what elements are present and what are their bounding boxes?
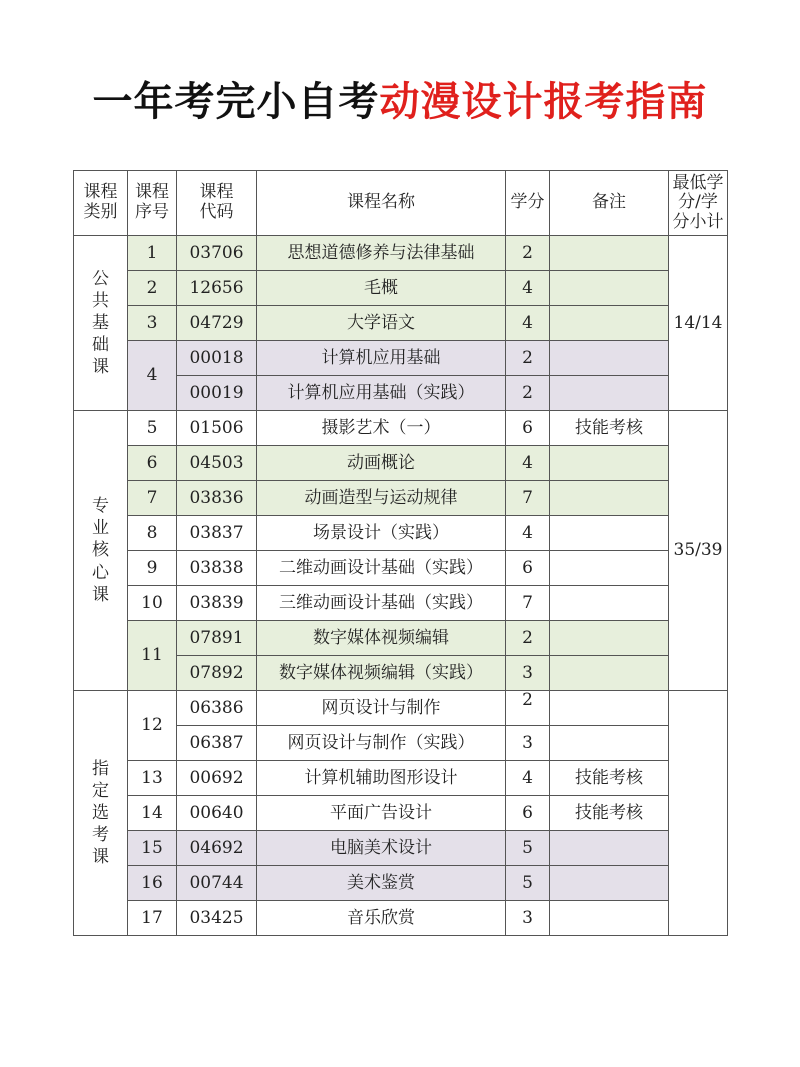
seq-cell: 17 — [128, 901, 177, 936]
seq-cell: 5 — [128, 411, 177, 446]
header-code: 课程 代码 — [177, 171, 257, 236]
code-cell: 06387 — [177, 726, 257, 761]
code-cell: 04729 — [177, 306, 257, 341]
code-cell: 07892 — [177, 656, 257, 691]
seq-cell: 13 — [128, 761, 177, 796]
seq-cell: 1 — [128, 236, 177, 271]
credit-cell: 4 — [506, 761, 550, 796]
name-cell: 数字媒体视频编辑 — [257, 621, 506, 656]
name-cell: 动画造型与运动规律 — [257, 481, 506, 516]
subtotal-core: 35/39 — [669, 411, 728, 691]
credit-cell: 7 — [506, 481, 550, 516]
credit-cell: 4 — [506, 306, 550, 341]
seq-cell: 11 — [128, 621, 177, 691]
note-cell — [550, 376, 669, 411]
seq-cell: 15 — [128, 831, 177, 866]
credit-cell: 3 — [506, 901, 550, 936]
table-row — [74, 341, 728, 376]
code-cell: 06386 — [177, 691, 257, 726]
code-cell: 12656 — [177, 271, 257, 306]
note-cell — [550, 831, 669, 866]
note-cell — [550, 901, 669, 936]
seq-cell: 8 — [128, 516, 177, 551]
credit-cell: 6 — [506, 411, 550, 446]
code-cell: 00692 — [177, 761, 257, 796]
credit-cell: 4 — [506, 271, 550, 306]
code-cell: 03837 — [177, 516, 257, 551]
seq-cell: 6 — [128, 446, 177, 481]
note-cell — [550, 691, 669, 726]
note-cell: 技能考核 — [550, 796, 669, 831]
code-cell: 04503 — [177, 446, 257, 481]
code-cell: 00640 — [177, 796, 257, 831]
code-cell: 03836 — [177, 481, 257, 516]
title-part1: 一年考完小自考 — [92, 79, 380, 125]
credit-cell: 5 — [506, 866, 550, 901]
name-cell: 计算机应用基础 — [257, 341, 506, 376]
table-row — [74, 271, 728, 306]
course-table — [73, 170, 728, 936]
credit-cell: 4 — [506, 516, 550, 551]
name-cell: 电脑美术设计 — [257, 831, 506, 866]
credit-cell: 3 — [506, 656, 550, 691]
header-credit: 学分 — [506, 171, 550, 236]
note-cell — [550, 481, 669, 516]
credit-cell: 2 — [506, 376, 550, 411]
table-row — [74, 446, 728, 481]
table-row — [74, 796, 728, 831]
note-cell — [550, 271, 669, 306]
table-row — [74, 236, 728, 271]
note-cell — [550, 446, 669, 481]
name-cell: 计算机应用基础（实践） — [257, 376, 506, 411]
table-row — [74, 831, 728, 866]
name-cell: 场景设计（实践） — [257, 516, 506, 551]
name-cell: 平面广告设计 — [257, 796, 506, 831]
name-cell: 数字媒体视频编辑（实践） — [257, 656, 506, 691]
table-row — [74, 621, 728, 656]
header-subtotal: 最低学 分/学 分小计 — [669, 171, 728, 236]
category-core: 专 业 核 心 课 — [74, 411, 128, 691]
subtotal-elective — [669, 691, 728, 936]
note-cell — [550, 236, 669, 271]
code-cell: 01506 — [177, 411, 257, 446]
note-cell — [550, 306, 669, 341]
note-cell: 技能考核 — [550, 761, 669, 796]
title-part2: 动漫设计报考指南 — [379, 79, 708, 125]
header-note: 备注 — [550, 171, 669, 236]
credit-cell: 6 — [506, 551, 550, 586]
credit-cell: 2 — [506, 341, 550, 376]
header-seq: 课程 序号 — [128, 171, 177, 236]
table-row — [74, 551, 728, 586]
name-cell: 美术鉴赏 — [257, 866, 506, 901]
code-cell: 03839 — [177, 586, 257, 621]
note-cell — [550, 341, 669, 376]
name-cell: 三维动画设计基础（实践） — [257, 586, 506, 621]
name-cell: 计算机辅助图形设计 — [257, 761, 506, 796]
table-row — [74, 901, 728, 936]
note-cell — [550, 621, 669, 656]
code-cell: 03706 — [177, 236, 257, 271]
header-category: 课程 类别 — [74, 171, 128, 236]
code-cell: 00019 — [177, 376, 257, 411]
table-row — [74, 691, 728, 726]
seq-cell: 2 — [128, 271, 177, 306]
code-cell: 03425 — [177, 901, 257, 936]
credit-cell: 5 — [506, 831, 550, 866]
code-cell: 00744 — [177, 866, 257, 901]
name-cell: 思想道德修养与法律基础 — [257, 236, 506, 271]
seq-cell: 10 — [128, 586, 177, 621]
table-row — [74, 411, 728, 446]
name-cell: 二维动画设计基础（实践） — [257, 551, 506, 586]
note-cell — [550, 656, 669, 691]
credit-cell: 2 — [506, 691, 550, 726]
subtotal-public: 14/14 — [669, 236, 728, 411]
name-cell: 网页设计与制作 — [257, 691, 506, 726]
note-cell — [550, 586, 669, 621]
credit-cell: 3 — [506, 726, 550, 761]
note-cell — [550, 551, 669, 586]
name-cell: 摄影艺术（一） — [257, 411, 506, 446]
credit-cell: 4 — [506, 446, 550, 481]
table-row — [74, 306, 728, 341]
table-row — [74, 516, 728, 551]
note-cell: 技能考核 — [550, 411, 669, 446]
credit-cell: 6 — [506, 796, 550, 831]
table-row — [74, 586, 728, 621]
seq-cell: 16 — [128, 866, 177, 901]
seq-cell: 4 — [128, 341, 177, 411]
category-elective: 指 定 选 考 课 — [74, 691, 128, 936]
credit-cell: 7 — [506, 586, 550, 621]
table-header-row — [74, 171, 728, 236]
name-cell: 动画概论 — [257, 446, 506, 481]
table-row — [74, 866, 728, 901]
seq-cell: 12 — [128, 691, 177, 761]
name-cell: 毛概 — [257, 271, 506, 306]
code-cell: 04692 — [177, 831, 257, 866]
header-name: 课程名称 — [257, 171, 506, 236]
table-row — [74, 481, 728, 516]
note-cell — [550, 726, 669, 761]
category-public: 公 共 基 础 课 — [74, 236, 128, 411]
name-cell: 音乐欣赏 — [257, 901, 506, 936]
code-cell: 03838 — [177, 551, 257, 586]
credit-cell: 2 — [506, 236, 550, 271]
seq-cell: 9 — [128, 551, 177, 586]
table-row — [74, 761, 728, 796]
seq-cell: 3 — [128, 306, 177, 341]
note-cell — [550, 866, 669, 901]
name-cell: 大学语文 — [257, 306, 506, 341]
credit-cell: 2 — [506, 621, 550, 656]
seq-cell: 7 — [128, 481, 177, 516]
code-cell: 07891 — [177, 621, 257, 656]
page-title — [0, 70, 800, 127]
note-cell — [550, 516, 669, 551]
name-cell: 网页设计与制作（实践） — [257, 726, 506, 761]
seq-cell: 14 — [128, 796, 177, 831]
code-cell: 00018 — [177, 341, 257, 376]
